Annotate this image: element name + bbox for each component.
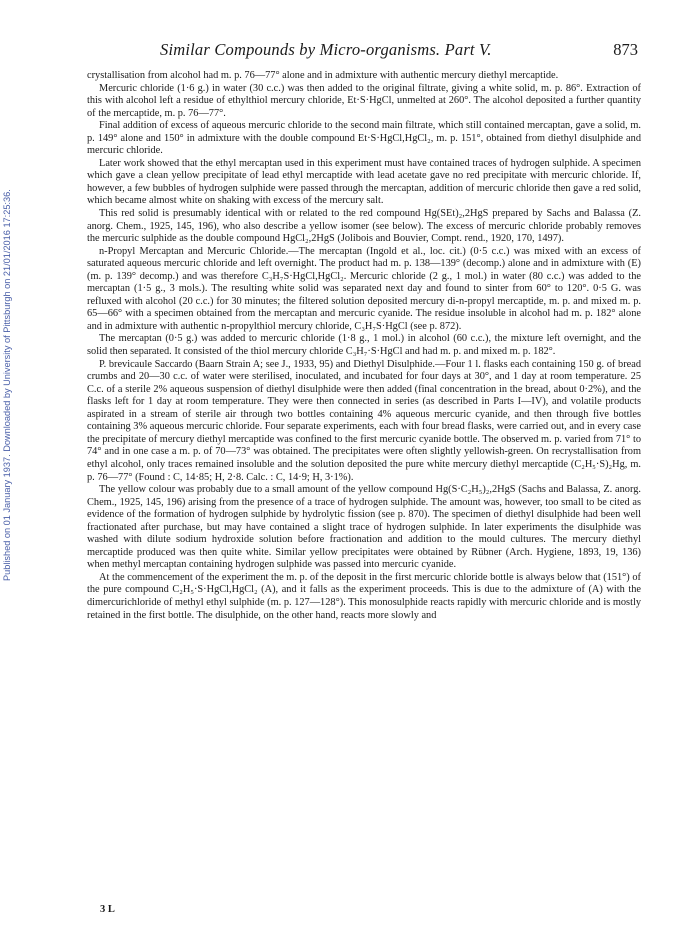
paragraph: The mercaptan (0·5 g.) was added to mercuric chloride (1·8 g., 1 mol.) in alcohol (60 c.c.), the mixture left overnight, and the solid then separated. It consisted of the thiol mercury chloride C₃H₇·S·HgCl and had m. p. and mixed m. p. 182°. bbox=[87, 333, 641, 358]
page-number: 873 bbox=[613, 40, 638, 59]
paragraph: This red solid is presumably identical with or related to the red compound Hg(SEt)₂,2HgS prepared by Sachs and Balassa (Z. anorg. Chem., 1925, 145, 196), who also describe a yellow isomer (see below). The excess of mercuric chloride probably removes the mercuric sulphide as the double compound HgCl₂,2HgS (Jolibois and Bouvier, Compt. rend., 1920, 170, 1497). bbox=[87, 208, 641, 245]
running-header bbox=[90, 40, 638, 62]
paragraph: crystallisation from alcohol had m. p. 76—77° alone and in admixture with authentic mercury diethyl mercaptide. bbox=[87, 70, 559, 81]
signature-mark: 3 L bbox=[100, 904, 115, 915]
running-title: Similar Compounds by Micro-organisms. Part V. bbox=[160, 40, 492, 59]
paragraph: P. brevicaule Saccardo (Baarn Strain A; see J., 1933, 95) and Diethyl Disulphide.—Four 1 l. flasks each containing 150 g. of bread crumbs and 20—30 c.c. of water were sterilised, inoculated, and incubated for four days at 30°, and 1 day at room temperature. 25 C.c. of a sterile 2% aqueous suspension of diethyl disulphide were then added (final concentration in the bread, about 0·2%), and the flasks left for 1 day at room temperature. They were then connected in series (as described in Parts I—IV), and volatile products aspirated in a stream of sterile air through two bottles containing 4% aqueous mercuric cyanide, and then through five bottles containing 3% aqueous mercuric chloride. Four separate experiments, each with four bread flasks, were carried out, and in every case the precipitate of mercury diethyl mercaptide was confined to the first mercuric cyanide bottle. The observed m. p. varied from 71° to 74° and in one case a m. p. of 70—73° was obtained. The precipitates were often slightly yellowish-green. On recrystallisation from ethyl alcohol, only traces remained insoluble and the solution deposited the pure white mercury diethyl mercaptide (C₂H₅·S)₂Hg, m. p. 76—77° (Found : C, 14·85; H, 2·8. Calc. : C, 14·9; H, 3·1%). bbox=[87, 358, 641, 483]
paragraph: Later work showed that the ethyl mercaptan used in this experiment must have contained traces of hydrogen sulphide. A specimen which gave a clean yellow precipitate of lead ethyl mercaptide with lead acetate gave no red precipitate with mercuric chloride. If, however, a few bubbles of hydrogen sulphide were passed through the mercaptan, addition of mercuric chloride then gave a red solid, which became almost white on shaking with excess of the mercury salt. bbox=[87, 157, 641, 207]
paragraph: At the commencement of the experiment the m. p. of the deposit in the first mercuric chloride bottle is always below that (151°) of the pure compound C₂H₅·S·HgCl,HgCl₂ (A), and it falls as the experiment proceeds. This is due to the admixture of (A) with the dimercurichloride of methyl ethyl sulphide (m. p. 127—128°). This monosulphide reacts rapidly with mercuric chloride and is mostly retained in the first bottle. The disulphide, on the other hand, reacts more slowly and bbox=[87, 571, 641, 621]
paragraph: Final addition of excess of aqueous mercuric chloride to the second main filtrate, which still contained mercaptan, gave a solid, m. p. 149° alone and 150° in admixture with the double compound Et·S·HgCl,HgCl₂, m. p. 151°, obtained from diethyl disulphide and mercuric chloride. bbox=[87, 120, 641, 157]
sidebar-publication-note: Published on 01 January 1937. Downloaded by University of Pittsburgh on 21/01/2016 17:25:36. bbox=[2, 189, 12, 581]
article-body bbox=[87, 70, 641, 622]
paragraph: n-Propyl Mercaptan and Mercuric Chloride.—The mercaptan (Ingold et al., loc. cit.) (0·5 c.c.) was mixed with an excess of saturated aqueous mercuric chloride and left overnight. The product had m. p. 138—139° (decomp.) alone and in admixture with (E) (m. p. 139° decomp.) and was therefore C₃H₇S·HgCl,HgCl₂. Mercuric chloride (2 g., 1 mol.) in water (80 c.c.) was added to the mercaptan (1·5 g., 3 mols.). The resulting white solid was separated next day and found to sinter from 60° to 120°. 0·5 G. was refluxed with alcohol (20 c.c.) for 30 minutes; the filtered solution deposited mercury di-n-propyl mercaptide, m. p. and mixed m. p. 65—66° with a specimen obtained from the mercaptan and mercuric cyanide. The residue insoluble in alcohol had m. p. 182° alone and in admixture with authentic n-propylthiol mercury chloride, C₃H₇S·HgCl (see p. 872). bbox=[87, 245, 641, 332]
paragraph: Mercuric chloride (1·6 g.) in water (30 c.c.) was then added to the original filtrate, giving a white solid, m. p. 86°. Extraction of this with alcohol left a residue of ethylthiol mercury chloride, Et·S·HgCl, unmelted at 260°. The alcohol deposited a further quantity of the mercaptide, m. p. 76—77°. bbox=[87, 82, 641, 119]
paragraph: The yellow colour was probably due to a small amount of the yellow compound Hg(S·C₂H₅)₂,2HgS (Sachs and Balassa, Z. anorg. Chem., 1925, 145, 196) arising from the presence of a trace of hydrogen sulphide. The amount was, however, too small to be cited as evidence of the formation of hydrogen sulphide by hydrolytic fission (see p. 870). The specimen of diethyl disulphide had been well fractionated after purchase, but may have contained a slight trace of hydrogen sulphide. In later experiments the disulphide was washed with dilute sodium hydroxide solution before fractionation and addition to the mould cultures. The mercury diethyl mercaptide produced was then quite white. Similar yellow precipitates were obtained by Rübner (Arch. Hygiene, 1893, 19, 136) when methyl mercaptan containing hydrogen sulphide was passed into mercuric cyanide. bbox=[87, 484, 641, 571]
